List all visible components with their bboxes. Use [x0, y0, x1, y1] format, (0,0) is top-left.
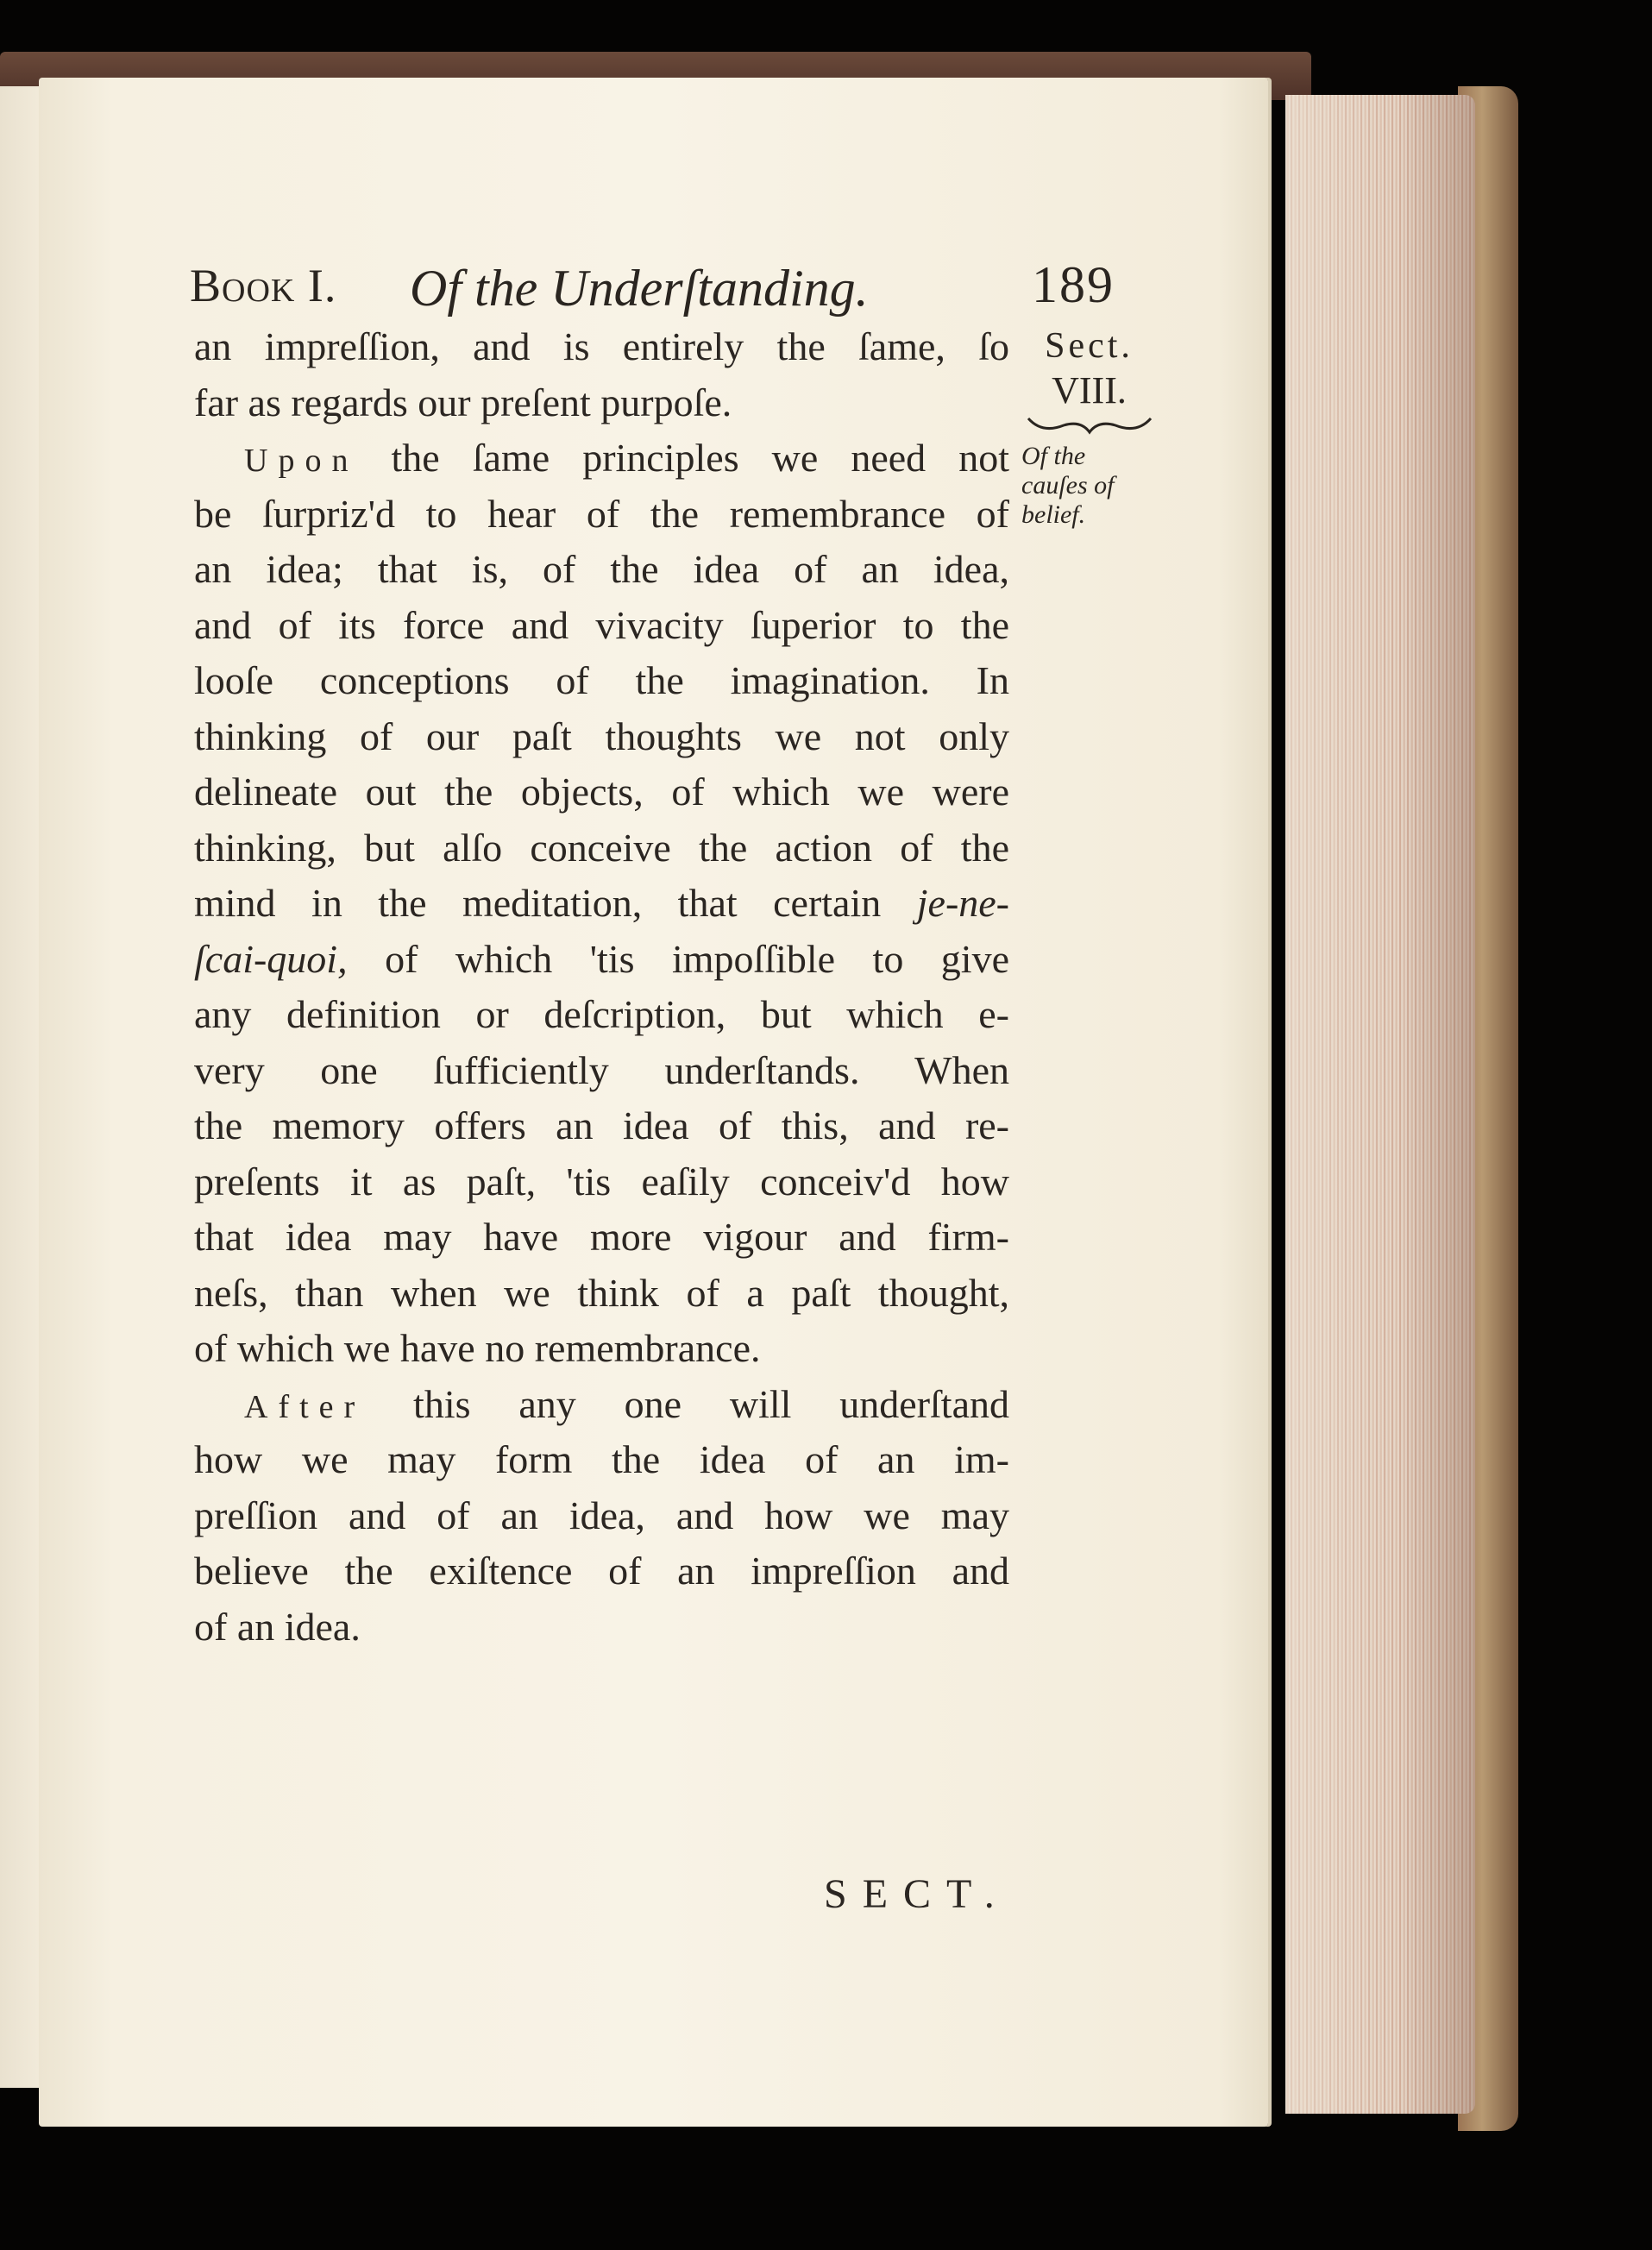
marginal-note — [1018, 324, 1160, 530]
text-line — [194, 932, 1009, 988]
text-line — [194, 1377, 1009, 1433]
text-line: thinking of our paſt thoughts we not only — [194, 713, 1009, 758]
text-line — [194, 431, 1009, 487]
text-line-start: mind in the meditation, that certain — [194, 881, 882, 925]
margin-note-line: cauſes of — [1021, 471, 1115, 500]
body-text — [194, 319, 1009, 1655]
running-header — [190, 256, 1130, 328]
header-book: Book I. — [190, 260, 337, 311]
text-line: of which we have no remembrance. — [194, 1326, 761, 1370]
book — [0, 52, 1518, 2140]
text-line: how we may form the idea of an im- — [194, 1437, 1009, 1481]
text-line: very one ſufficiently underſtands. When — [194, 1047, 1009, 1092]
text-line: preſſion and of an idea, and how we may — [194, 1493, 1009, 1537]
text-line: looſe conceptions of the imagination. In — [194, 658, 1009, 702]
margin-section-label: Sect. — [1045, 326, 1134, 366]
text-line: thinking, but alſo conceive the action of the — [194, 825, 1009, 870]
text-line: believe the exiſtence of an impreſſion and — [194, 1549, 1009, 1593]
margin-note-line: belief. — [1021, 500, 1086, 529]
catchword: SECT. — [824, 1871, 1010, 1917]
small-caps-word: After — [244, 1388, 366, 1425]
margin-section-number: VIII. — [1052, 369, 1127, 412]
text-line: any definition or deſcription, but which e- — [194, 992, 1009, 1036]
text-line: and of its force and vivacity ſuperior to the — [194, 602, 1009, 647]
text-line: preſents it as paſt, 'tis eaſily conceiv'd how — [194, 1159, 1009, 1204]
margin-note-line: Of the — [1021, 442, 1086, 470]
italic-phrase: je-ne- — [916, 881, 1010, 925]
header-title: Of the Underſtanding. — [410, 260, 869, 317]
text-line: an impreſſion, and is entirely the ſame, ſo — [194, 324, 1009, 368]
italic-phrase: ſcai-quoi, — [194, 936, 348, 981]
text-line: delineate out the objects, of which we were — [194, 770, 1009, 814]
page-number: 189 — [1032, 256, 1115, 313]
text-line: that idea may have more vigour and firm- — [194, 1215, 1009, 1259]
text-line: be ſurpriz'd to hear of the remembrance of — [194, 491, 1009, 536]
text-line-rest: the ſame principles we need not — [391, 436, 1010, 480]
text-line — [194, 876, 1009, 932]
text-line: the memory offers an idea of this, and re- — [194, 1103, 1009, 1147]
page — [39, 78, 1268, 2127]
text-line-rest: this any one will underſtand — [413, 1381, 1010, 1426]
text-line-rest: of which 'tis impoſſible to give — [385, 936, 1010, 981]
text-line: of an idea. — [194, 1604, 361, 1649]
small-caps-word: Upon — [244, 443, 359, 479]
text-line: far as regards our preſent purpoſe. — [194, 380, 732, 424]
brace-ornament — [1025, 413, 1154, 437]
text-line: neſs, than when we think of a paſt thought, — [194, 1270, 1009, 1315]
page-edges-shading — [1285, 95, 1475, 2114]
text-line: an idea; that is, of the idea of an idea, — [194, 547, 1009, 591]
